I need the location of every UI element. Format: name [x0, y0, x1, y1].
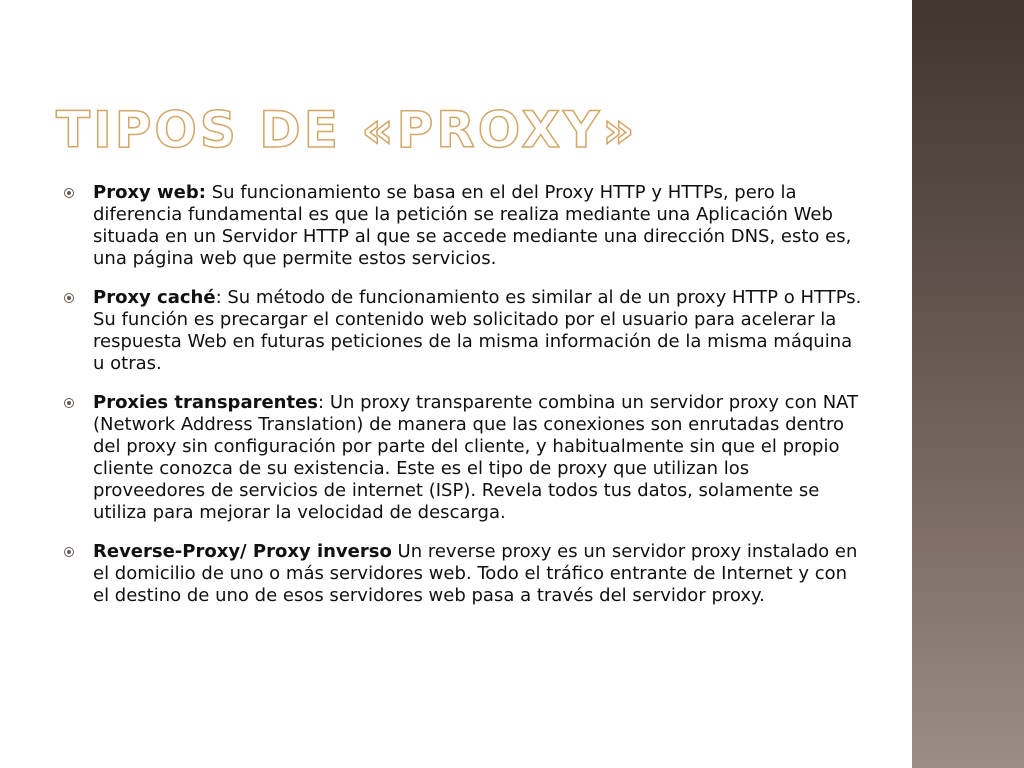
- decorative-side-band: [912, 0, 1024, 768]
- item-term: Reverse-Proxy/ Proxy inverso: [93, 541, 392, 562]
- bullet-list: [64, 182, 864, 624]
- item-text: Un proxy transparente combina un servidor proxy con NAT (Network Address Translation) de manera que las conexiones son enrutadas dentro del proxy sin configuración por parte del cliente, y habitualmente sin que el propio cliente conozca de su existencia. Este es el tipo de proxy que utilizan los proveedores de servicios de internet (ISP). Revela todos tus datos, solamente se utiliza para mejorar la velocidad de descarga.: [93, 392, 859, 523]
- list-item-proxy-cache: [64, 287, 864, 375]
- list-item-reverse-proxy: [64, 541, 864, 607]
- circle-bullet-icon: [64, 398, 74, 408]
- circle-bullet-icon: [64, 547, 74, 557]
- list-item-proxies-transparentes: [64, 392, 864, 524]
- list-item-proxy-web: [64, 182, 864, 270]
- item-term: Proxies transparentes: [93, 392, 319, 413]
- slide-title: TIPOS DE «PROXY»: [56, 101, 638, 159]
- item-text: Su funcionamiento se basa en el del Proxy HTTP y HTTPs, pero la diferencia fundamental es que la petición se realiza mediante una Aplicación Web situada en un Servidor HTTP al que se accede mediante una dirección DNS, esto es, una página web que permite estos servicios.: [93, 182, 852, 269]
- item-separator: :: [215, 287, 222, 308]
- circle-bullet-icon: [64, 293, 74, 303]
- circle-bullet-icon: [64, 188, 74, 198]
- item-text: Un reverse proxy es un servidor proxy instalado en el domicilio de uno o más servidores web. Todo el tráfico entrante de Internet y con el destino de uno de esos servidores web pasa a través del servidor proxy.: [93, 541, 858, 606]
- item-term: Proxy caché: [93, 287, 216, 308]
- item-text: Su método de funcionamiento es similar al de un proxy HTTP o HTTPs. Su función es precargar el contenido web solicitado por el usuario para acelerar la respuesta Web en futuras peticiones de la misma información de la misma máquina u otras.: [93, 287, 862, 374]
- item-term: Proxy web:: [93, 182, 206, 203]
- item-separator: :: [318, 392, 325, 413]
